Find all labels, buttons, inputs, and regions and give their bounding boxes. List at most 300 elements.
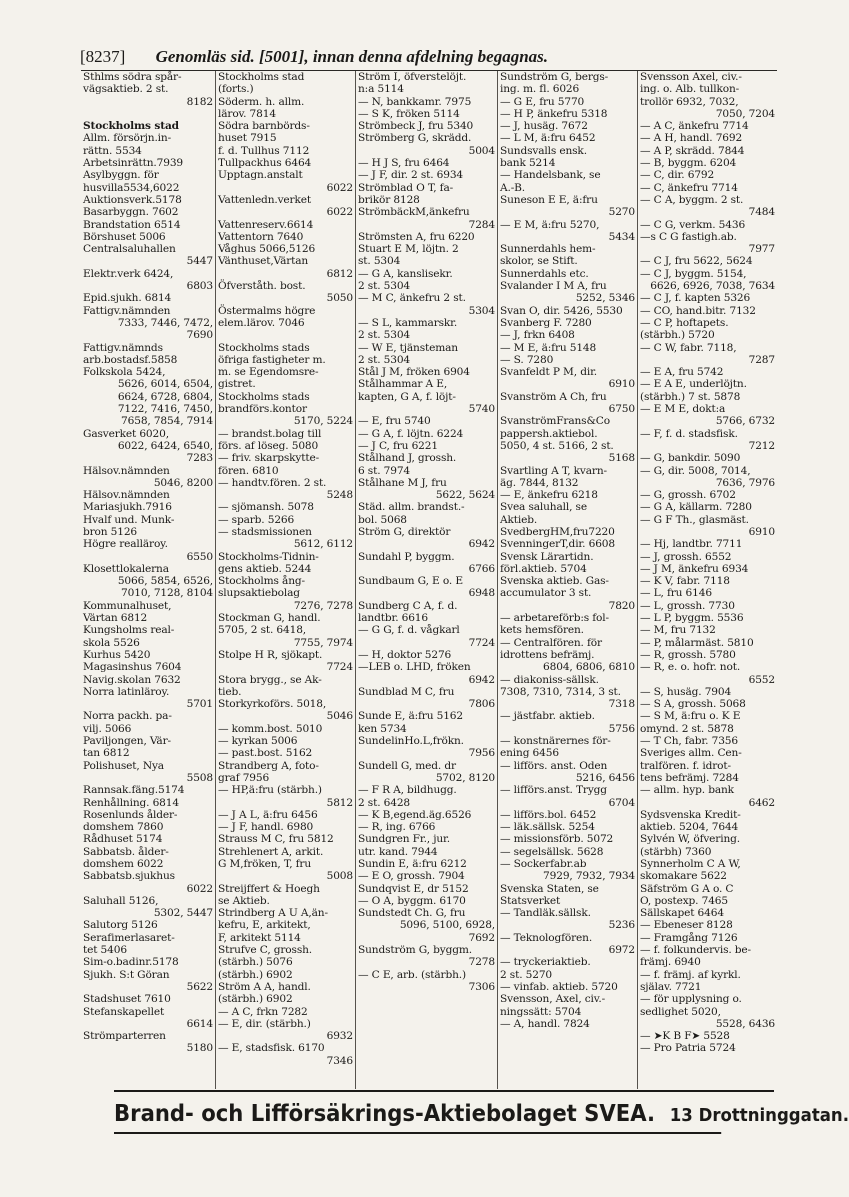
directory-entry-line: ken 5734 [358, 722, 407, 735]
directory-entry-line: utr. kand. 7944 [358, 845, 438, 858]
directory-entry-line: 5622, 5624 [435, 489, 495, 502]
directory-entry-line: domshem 6022 [83, 858, 164, 870]
directory-entry-line: omynd. 2 st. 5878 [640, 722, 734, 735]
directory-entry-line: — kyrkan 5006 [218, 735, 298, 748]
directory-entry-line: Svensson Axel, civ.- [640, 71, 742, 83]
directory-entry-line: 5004 [468, 144, 495, 157]
directory-entry-line: arb.bostadsf.5858 [83, 353, 178, 366]
directory-entry-line: — C G, verkm. 5436 [640, 218, 746, 231]
directory-entry-line: Svan O, dir. 5426, 5530 [500, 304, 623, 317]
directory-entry-line: — L, fru 6146 [640, 587, 712, 600]
directory-entry-line: Värtan 6812 [83, 612, 148, 625]
directory-entry-line: — E A, fru 5742 [640, 366, 724, 379]
directory-entry-line: — F, f. d. stadsfisk. [640, 427, 738, 440]
directory-entry-line: — jästfabr. aktieb. [500, 710, 595, 723]
directory-entry-line: Aktieb. [500, 513, 538, 526]
page-reference-note: Genomläs sid. [5001], innan denna afdelning begagnas. [155, 47, 549, 66]
directory-entry-line: skomakare 5622 [640, 870, 727, 883]
directory-entry-line: — L M, ä:fru 6452 [500, 132, 596, 145]
directory-entry-line: 7820 [608, 599, 635, 612]
directory-entry-line: Svenska aktieb. Gas- [500, 575, 609, 588]
directory-entry-line: Brandstation 6514 [83, 218, 181, 231]
directory-column-2 [215, 71, 355, 1089]
directory-entry-line: — komm.bost. 5010 [218, 722, 323, 735]
directory-entry-line: 5812 [326, 796, 353, 809]
directory-entry-line: — tryckeriaktieb. [500, 956, 591, 969]
directory-entry-line: — C J, byggm. 5154, [640, 267, 747, 280]
directory-entry-line: Sundsvalls ensk. [500, 144, 587, 157]
directory-entry-line: Söderm. h. allm. [218, 95, 305, 108]
directory-entry-line: Storkyrkoförs. 5018, [218, 698, 327, 711]
directory-entry-line: Vattenreserv.6614 [218, 218, 314, 231]
directory-entry-line: 7690 [186, 329, 213, 342]
directory-entry-line: — f. främj. af kyrkl. [640, 968, 741, 981]
directory-entry-line: — J A L, ä:fru 6456 [218, 808, 318, 821]
directory-entry-line: 6803 [186, 280, 213, 293]
page-number: [8237] [80, 47, 126, 66]
directory-entry-line: — G A, f. löjtn. 6224 [358, 427, 464, 440]
directory-entry-line: — N, bankkamr. 7975 [358, 95, 472, 108]
directory-entry-line: 5008 [326, 870, 353, 883]
directory-entry-line: 6550 [186, 550, 213, 563]
directory-entry-line: — S. 7280 [500, 353, 554, 366]
directory-entry-line: Strauss M C, fru 5812 [218, 833, 334, 846]
directory-entry-line: ningssätt: 5704 [500, 1005, 582, 1018]
directory-entry-line: Svanfeldt P M, dir. [500, 366, 598, 379]
directory-entry-line: Strömparterren [83, 1030, 166, 1043]
directory-entry-line: 5705, 2 st. 6418, [218, 624, 307, 637]
directory-column-1 [81, 71, 215, 1089]
directory-entry-line: — handtv.fören. 2 st. [218, 476, 327, 489]
directory-entry-line: främj. 6940 [640, 956, 701, 969]
directory-entry-line: Vattentorn 7640 [218, 230, 304, 243]
directory-entry-line: 5302, 5447 [153, 907, 213, 920]
directory-entry-line: Ström I, öfverstelöjt. [358, 71, 467, 83]
directory-entry-line: — C, dir. 6792 [640, 169, 715, 182]
directory-entry-line: — A C, änkefru 7714 [640, 120, 749, 133]
directory-entry-line: 6626, 6926, 7038, 7634 [650, 280, 775, 293]
directory-entry-line: 5756 [608, 722, 635, 735]
directory-entry-line: 7755, 7974 [293, 636, 353, 649]
directory-entry-line: sedlighet 5020, [640, 1005, 721, 1018]
directory-entry-line: graf 7956 [218, 771, 270, 784]
directory-entry-line: Strindberg A U A,än- [218, 907, 328, 920]
directory-entry-line: Renhållning. 6814 [83, 796, 179, 809]
directory-entry-line: — sjömansh. 5078 [218, 501, 314, 514]
directory-entry-line: — G E, fru 5770 [500, 95, 585, 108]
directory-entry-line: bol. 5068 [358, 513, 407, 526]
directory-entry-line: Streijffert & Hoegh [218, 882, 320, 895]
directory-entry-line: — lifförs.anst. Trygg [500, 784, 607, 797]
directory-entry-line: Sundgren Fr., jur. [358, 833, 451, 846]
directory-entry-line: Strömblad O T, fa- [358, 181, 454, 194]
directory-entry-line: 6812 [326, 267, 353, 280]
directory-entry-line: Vänthuset,Värtan [218, 255, 309, 268]
directory-entry-line: Högre realläroy. [83, 538, 168, 551]
directory-entry-line: skolor, se Stift. [500, 255, 578, 268]
directory-entry-line: 7318 [608, 698, 635, 711]
directory-entry-line: —LEB o. LHD, fröken [358, 661, 471, 674]
directory-entry-line: Saluhall 5126, [83, 894, 159, 907]
directory-entry-line: Hälsov.nämnden [83, 464, 170, 477]
directory-entry-line: 6932 [326, 1030, 353, 1043]
directory-entry-line: — B, byggm. 6204 [640, 157, 737, 170]
directory-entry-line: — C W, fabr. 7118, [640, 341, 737, 354]
directory-entry-line: — M, fru 7132 [640, 624, 716, 637]
directory-entry-line: Sim-o.badinr.5178 [83, 956, 179, 969]
directory-entry-line: 5236 [608, 919, 635, 932]
directory-entry-line: Stålhammar A E, [358, 378, 448, 391]
directory-entry-line: SundelinHo.L,frökn. [358, 735, 464, 748]
directory-entry-line: — C P, hoftapets. [640, 316, 729, 329]
directory-entry-line: 5046 [326, 710, 353, 723]
directory-entry-line: 6022, 6424, 6540, [117, 439, 213, 452]
directory-entry-line: — A P, skrädd. 7844 [640, 144, 745, 157]
directory-entry-line: 6 st. 7974 [358, 464, 410, 477]
directory-entry-line: 5050 [326, 292, 353, 305]
directory-entry-line: aktieb. 5204, 7644 [640, 821, 739, 834]
directory-entry-line: Sabbatsb.sjukhus [83, 870, 175, 883]
directory-entry-line: brikör 8128 [358, 193, 420, 206]
directory-entry-line: Fattigv.nämnds [83, 341, 163, 354]
directory-entry-line: 5622 [186, 980, 213, 993]
directory-entry-line: landtbr. 6616 [358, 612, 428, 625]
directory-entry-line: öfriga fastigheter m. [218, 353, 326, 366]
directory-entry-line: — F R A, bildhugg. [358, 784, 457, 797]
directory-entry-line: — E, stadsfisk. 6170 [218, 1042, 325, 1055]
directory-entry-line: Öfverståth. bost. [218, 280, 306, 293]
directory-entry-line: Svea saluhall, se [500, 501, 587, 514]
directory-entry-line: Upptagn.anstalt [218, 169, 303, 182]
directory-entry-line: — J, frkn 6408 [500, 329, 575, 342]
directory-entry-line: — S M, ä:fru o. K E [640, 710, 741, 723]
directory-entry-line: — M E, ä:fru 5148 [500, 341, 597, 354]
directory-entry-line: 6022 [326, 181, 353, 194]
directory-entry-line: n:a 5114 [358, 83, 404, 96]
directory-entry-line: 7636, 7976 [715, 476, 775, 489]
directory-entry-line: Kommunalhuset, [83, 599, 172, 612]
directory-entry-line: Stadshuset 7610 [83, 993, 171, 1006]
directory-entry-line: — brandst.bolag till [218, 427, 322, 440]
directory-entry-line: Strandberg A, foto- [218, 759, 319, 772]
directory-entry-line: Södra barnbörds- [218, 120, 310, 133]
directory-entry-line: 5447 [186, 255, 213, 268]
directory-entry-line: brandförs.kontor [218, 403, 307, 416]
directory-entry-line: Strömberg G, skrädd. [358, 132, 472, 145]
directory-entry-line: — Pro Patria 5724 [640, 1042, 736, 1055]
directory-entry-line: Stolpe H R, sjökapt. [218, 648, 323, 661]
directory-entry-line: Basarbyggn. 7602 [83, 206, 179, 219]
directory-entry-line: Allm. försörjn.in- [83, 132, 172, 145]
directory-entry-line: Serafimerlasaret- [83, 931, 175, 944]
directory-entry-line: Kurhus 5420 [83, 648, 151, 661]
directory-entry-line: — Tandläk.sällsk. [500, 907, 591, 920]
directory-entry-line: 7287 [748, 353, 775, 366]
directory-entry-line: Auktionsverk.5178 [83, 193, 182, 206]
directory-entry-line: kets hemsfören. [500, 624, 584, 637]
directory-entry-line: — E A E, underlöjtn. [640, 378, 747, 391]
directory-entry-line: — lifförs. anst. Oden [500, 759, 608, 772]
directory-entry-line: — E M, ä:fru 5270, [500, 218, 600, 231]
directory-entry-line: 7276, 7278 [293, 599, 353, 612]
directory-entry-line: Rannsak.fäng.5174 [83, 784, 185, 797]
directory-entry-line: — segelsällsk. 5628 [500, 845, 604, 858]
directory-entry-line: 7977 [748, 243, 775, 256]
directory-entry-line: Strömbeck J, fru 5340 [358, 120, 474, 133]
directory-entry-line: — R, ing. 6766 [358, 821, 436, 834]
directory-entry-line: bron 5126 [83, 525, 138, 538]
directory-entry-line: pappersh.aktiebol. [500, 427, 598, 440]
directory-entry-line: 5508 [186, 771, 213, 784]
advertisement-banner [114, 1096, 849, 1134]
directory-entry-line: 6948 [468, 587, 495, 600]
directory-entry-line: Rosenlunds ålder- [83, 808, 178, 821]
directory-entry-line: 7484 [748, 206, 775, 219]
directory-entry-line: — H P, änkefru 5318 [500, 107, 608, 120]
directory-entry-line: 5066, 5854, 6526, [117, 575, 213, 588]
directory-entry-line: — Ebeneser 8128 [640, 919, 733, 932]
directory-entry-line: lärov. 7814 [218, 107, 276, 120]
directory-entry-line: 7284 [468, 218, 495, 231]
directory-entry-line: — för upplysning o. [640, 993, 742, 1006]
directory-entry-line: ing. m. fl. 6026 [500, 83, 580, 96]
directory-entry-line: — A H, handl. 7692 [640, 132, 743, 145]
directory-entry-line: — H J S, fru 6464 [358, 157, 450, 170]
directory-entry-line: 6750 [608, 403, 635, 416]
directory-entry-line: domshem 7860 [83, 821, 164, 834]
directory-entry-line: Börshuset 5006 [83, 230, 166, 243]
directory-entry-line: Stockholms ång- [218, 575, 305, 588]
directory-entry-line: 7806 [468, 698, 495, 711]
directory-entry-line: huset 7915 [218, 132, 277, 145]
directory-entry-line: tens befrämj. 7284 [640, 771, 739, 784]
directory-entry-line: — K B,egend.äg.6526 [358, 808, 472, 821]
directory-entry-line: ing. o. Alb. tullkon- [640, 83, 740, 96]
directory-entry-line: (stärbh) 7360 [640, 845, 712, 858]
directory-entry-line: elem.lärov. 7046 [218, 316, 305, 329]
directory-entry-line: bank 5214 [500, 157, 556, 170]
directory-entry-line: 5740 [468, 403, 495, 416]
directory-entry-line: 6942 [468, 538, 495, 551]
directory-entry-line: — Framgång 7126 [640, 931, 738, 944]
directory-entry-line: Strömsten A, fru 6220 [358, 230, 475, 243]
directory-entry-line: 5170, 5224 [293, 415, 353, 428]
directory-entry-line: 6552 [748, 673, 775, 686]
directory-entry-line: — C, änkefru 7714 [640, 181, 738, 194]
directory-entry-line: 5304 [468, 304, 495, 317]
directory-entry-line: — J, husäg. 7672 [500, 120, 588, 133]
directory-entry-line: — M C, änkefru 2 st. [358, 292, 466, 305]
page-header [80, 46, 780, 68]
directory-entry-line: Kungsholms real- [83, 624, 175, 637]
directory-entry-line: Tullpackhus 6464 [218, 157, 312, 170]
directory-entry-line: 7333, 7446, 7472, [117, 316, 213, 329]
directory-entry-line: — Hj, landtbr. 7711 [640, 538, 743, 551]
directory-entry-line: SvedbergHM,fru7220 [500, 525, 615, 538]
directory-entry-line: Fattigv.nämnden [83, 304, 171, 317]
directory-entry-line: — E, dir. (stärbh.) [218, 1017, 311, 1030]
directory-entry-line: (stärbh.) 5720 [640, 329, 715, 342]
directory-entry-line: Sylvén W, öfvering. [640, 833, 740, 846]
directory-entry-line: Sundell G, med. dr [358, 759, 456, 772]
directory-entry-line: F, arkitekt 5114 [218, 931, 301, 944]
directory-entry-line: 8182 [186, 95, 213, 108]
directory-entry-line: Östermalms högre [218, 304, 316, 317]
directory-entry-line: — G A, källarm. 7280 [640, 501, 752, 514]
directory-entry-line: Stål J M, fröken 6904 [358, 366, 470, 379]
directory-entry-line: — E, änkefru 6218 [500, 489, 598, 502]
directory-entry-line: Sundstedt Ch. G, fru [358, 907, 466, 920]
directory-entry-line: — S, husäg. 7904 [640, 685, 732, 698]
directory-entry-line: — f. folkundervis. be- [640, 944, 751, 957]
directory-entry-line: — E O, grossh. 7904 [358, 870, 465, 883]
directory-entry-line: Svensk Lärartidn. [500, 550, 594, 563]
directory-entry-line: SvanströmFrans&Co [500, 415, 610, 428]
directory-entry-line: Vattenledn.verket [218, 193, 311, 206]
banner-top-rule [114, 1090, 774, 1092]
directory-entry-line: husvilla5534,6022 [83, 181, 180, 194]
directory-entry-line: Säfström G A o. C [640, 882, 734, 895]
directory-entry-line: (stärbh.) 6902 [218, 968, 293, 981]
directory-entry-line: — missionsförb. 5072 [500, 833, 614, 846]
directory-entry-line: 6022 [186, 882, 213, 895]
directory-entry-line: Stuart E M, löjtn. 2 [358, 243, 459, 256]
directory-entry-line: SvenningerT,dir. 6608 [500, 538, 615, 551]
directory-entry-line: Stockman G, handl. [218, 612, 321, 625]
directory-entry-line: Svanström A Ch, fru [500, 390, 607, 403]
directory-entry-line: Arbetsinrättn.7939 [83, 157, 184, 170]
directory-entry-line: 2 st. 5304 [358, 329, 410, 342]
directory-entry-line: — G G, f. d. vågkarl [358, 624, 460, 637]
directory-entry-line: Sjukh. S:t Göran [83, 968, 170, 981]
directory-entry-line: 7692 [468, 931, 495, 944]
directory-entry-line: f. d. Tullhus 7112 [218, 144, 310, 157]
directory-entry-line: Epid.sjukh. 6814 [83, 292, 172, 305]
directory-entry-line: — friv. skarpskytte- [218, 452, 320, 465]
directory-entry-line: 7306 [468, 980, 495, 993]
directory-entry-line: Sundström G, byggm. [358, 944, 472, 957]
directory-entry-line: Stockholms stads [218, 390, 310, 403]
directory-entry-line: Rådhuset 5174 [83, 833, 163, 846]
directory-entry-line: 7278 [468, 956, 495, 969]
directory-entry-line: — stadsmissionen [218, 525, 312, 538]
directory-entry-line: — CO, hand.bitr. 7132 [640, 304, 756, 317]
directory-entry-line: Norra latinläroy. [83, 685, 170, 698]
directory-entry-line: Sthlms södra spår- [83, 71, 182, 83]
directory-entry-line: — HP,ä:fru (stärbh.) [218, 784, 322, 797]
directory-entry-line: — S L, kammarskr. [358, 316, 458, 329]
directory-entry-line: accumulator 3 st. [500, 587, 592, 600]
directory-entry-line: A.-B. [500, 181, 525, 194]
directory-entry-line: Synnerholm C A W, [640, 858, 741, 870]
directory-entry-line: — E M E, dokt:a [640, 403, 726, 416]
directory-entry-line: G M,fröken, T, fru [218, 858, 312, 870]
directory-entry-line: 5626, 6014, 6504, [117, 378, 213, 391]
directory-entry-line: 5702, 8120 [435, 771, 495, 784]
directory-entry-line [218, 329, 353, 341]
directory-entry-line: Sabbatsb. ålder- [83, 845, 169, 858]
directory-entry-line: Stockholms stad [83, 120, 179, 133]
directory-entry-line: 7122, 7416, 7450, [117, 403, 213, 416]
directory-entry-line: — C A, byggm. 2 st. [640, 193, 744, 206]
directory-entry-line: (forts.) [218, 83, 254, 96]
directory-entry-line: själav. 7721 [640, 980, 702, 993]
directory-entry-line: Sällskapet 6464 [640, 907, 724, 920]
directory-entry-line: Sundström G, bergs- [500, 71, 609, 83]
directory-entry-line: — E, fru 5740 [358, 415, 431, 428]
directory-entry-line: m. se Egendomsre- [218, 366, 319, 379]
directory-entry-line: Strufve C, grossh. [218, 944, 312, 957]
directory-entry-line: — A, handl. 7824 [500, 1017, 590, 1030]
directory-entry-line: Norra packh. pa- [83, 710, 172, 723]
directory-entry-line: Elektr.verk 6424, [83, 267, 174, 280]
directory-entry-line: 2 st. 5270 [500, 968, 552, 981]
directory-entry-line: Salutorg 5126 [83, 919, 158, 932]
directory-entry-line: 5528, 6436 [715, 1017, 775, 1030]
directory-entry-line: 6942 [468, 673, 495, 686]
directory-entry-line: skola 5526 [83, 636, 140, 649]
directory-entry-line: Polishuset, Nya [83, 759, 164, 772]
directory-entry-line: 7346 [326, 1054, 353, 1067]
directory-entry-line: tan 6812 [83, 747, 130, 760]
directory-entry-line: trollör 6932, 7032, [640, 95, 739, 108]
directory-entry-line: 6766 [468, 562, 495, 575]
directory-entry-line: Sundahl P, byggm. [358, 550, 455, 563]
directory-entry-line: 5270 [608, 206, 635, 219]
directory-entry-line: 5216, 6456 [575, 771, 635, 784]
directory-entry-line: Ström G, direktör [358, 525, 451, 538]
directory-entry-line: Städ. allm. brandst.- [358, 501, 465, 514]
directory-entry-line: Sveriges allm. Cen- [640, 747, 742, 760]
directory-entry-line: — lifförs.bol. 6452 [500, 808, 597, 821]
directory-entry-line: 5612, 6112 [293, 538, 353, 551]
directory-entry-line: (stärbh.) 6902 [218, 993, 293, 1006]
directory-entry-line: — Sockerfabr.ab [500, 858, 587, 870]
directory-entry-line: — L, grossh. 7730 [640, 599, 735, 612]
directory-entry-line [83, 108, 213, 120]
directory-entry-line: — vinfab. aktieb. 5720 [500, 980, 618, 993]
directory-entry-line: — S A, grossh. 5068 [640, 698, 746, 711]
directory-entry-line: — C J, fru 5622, 5624 [640, 255, 753, 268]
directory-entry-line: — R, e. o. hofr. not. [640, 661, 741, 674]
directory-entry-line: Sydsvenska Kredit- [640, 808, 741, 821]
directory-entry-line: —s C G fastigh.ab. [640, 230, 737, 243]
directory-entry-line: — J F, dir. 2 st. 6934 [358, 169, 464, 182]
directory-entry-line: — T Ch, fabr. 7356 [640, 735, 738, 748]
directory-entry-line: Svartling A T, kvarn- [500, 464, 607, 477]
directory-entry-line: 7308, 7310, 7314, 3 st. [500, 685, 621, 698]
directory-entry-line: — J C, fru 6221 [358, 439, 438, 452]
directory-entry-line: Centralsaluhallen [83, 243, 176, 256]
directory-entry-line: — Centralfören. för [500, 636, 602, 649]
directory-entry-line: tieb. [218, 685, 242, 698]
directory-entry-line: 7724 [468, 636, 495, 649]
directory-entry-line: Svalander I M A, fru [500, 280, 607, 293]
directory-entry-line: gistret. [218, 378, 256, 391]
directory-entry-line: Magasinshus 7604 [83, 661, 182, 674]
directory-entry-line: Svensson, Axel, civ.- [500, 993, 606, 1006]
directory-entry-line: 7929, 7932, 7934 [543, 870, 635, 883]
directory-entry-line: 5096, 5100, 6928, [399, 919, 495, 932]
directory-entry-line: Svanberg F. 7280 [500, 316, 592, 329]
directory-entry-line: Asylbyggn. för [83, 169, 159, 182]
directory-entry-line: fören. 6810 [218, 464, 279, 477]
directory-entry-line: — R, grossh. 5780 [640, 648, 736, 661]
directory-entry-line: — arbetareförb:s fol- [500, 612, 609, 625]
directory-entry-line: 7956 [468, 747, 495, 760]
directory-entry-line: ening 6456 [500, 747, 559, 760]
directory-entry-line: — läk.sällsk. 5254 [500, 821, 595, 834]
